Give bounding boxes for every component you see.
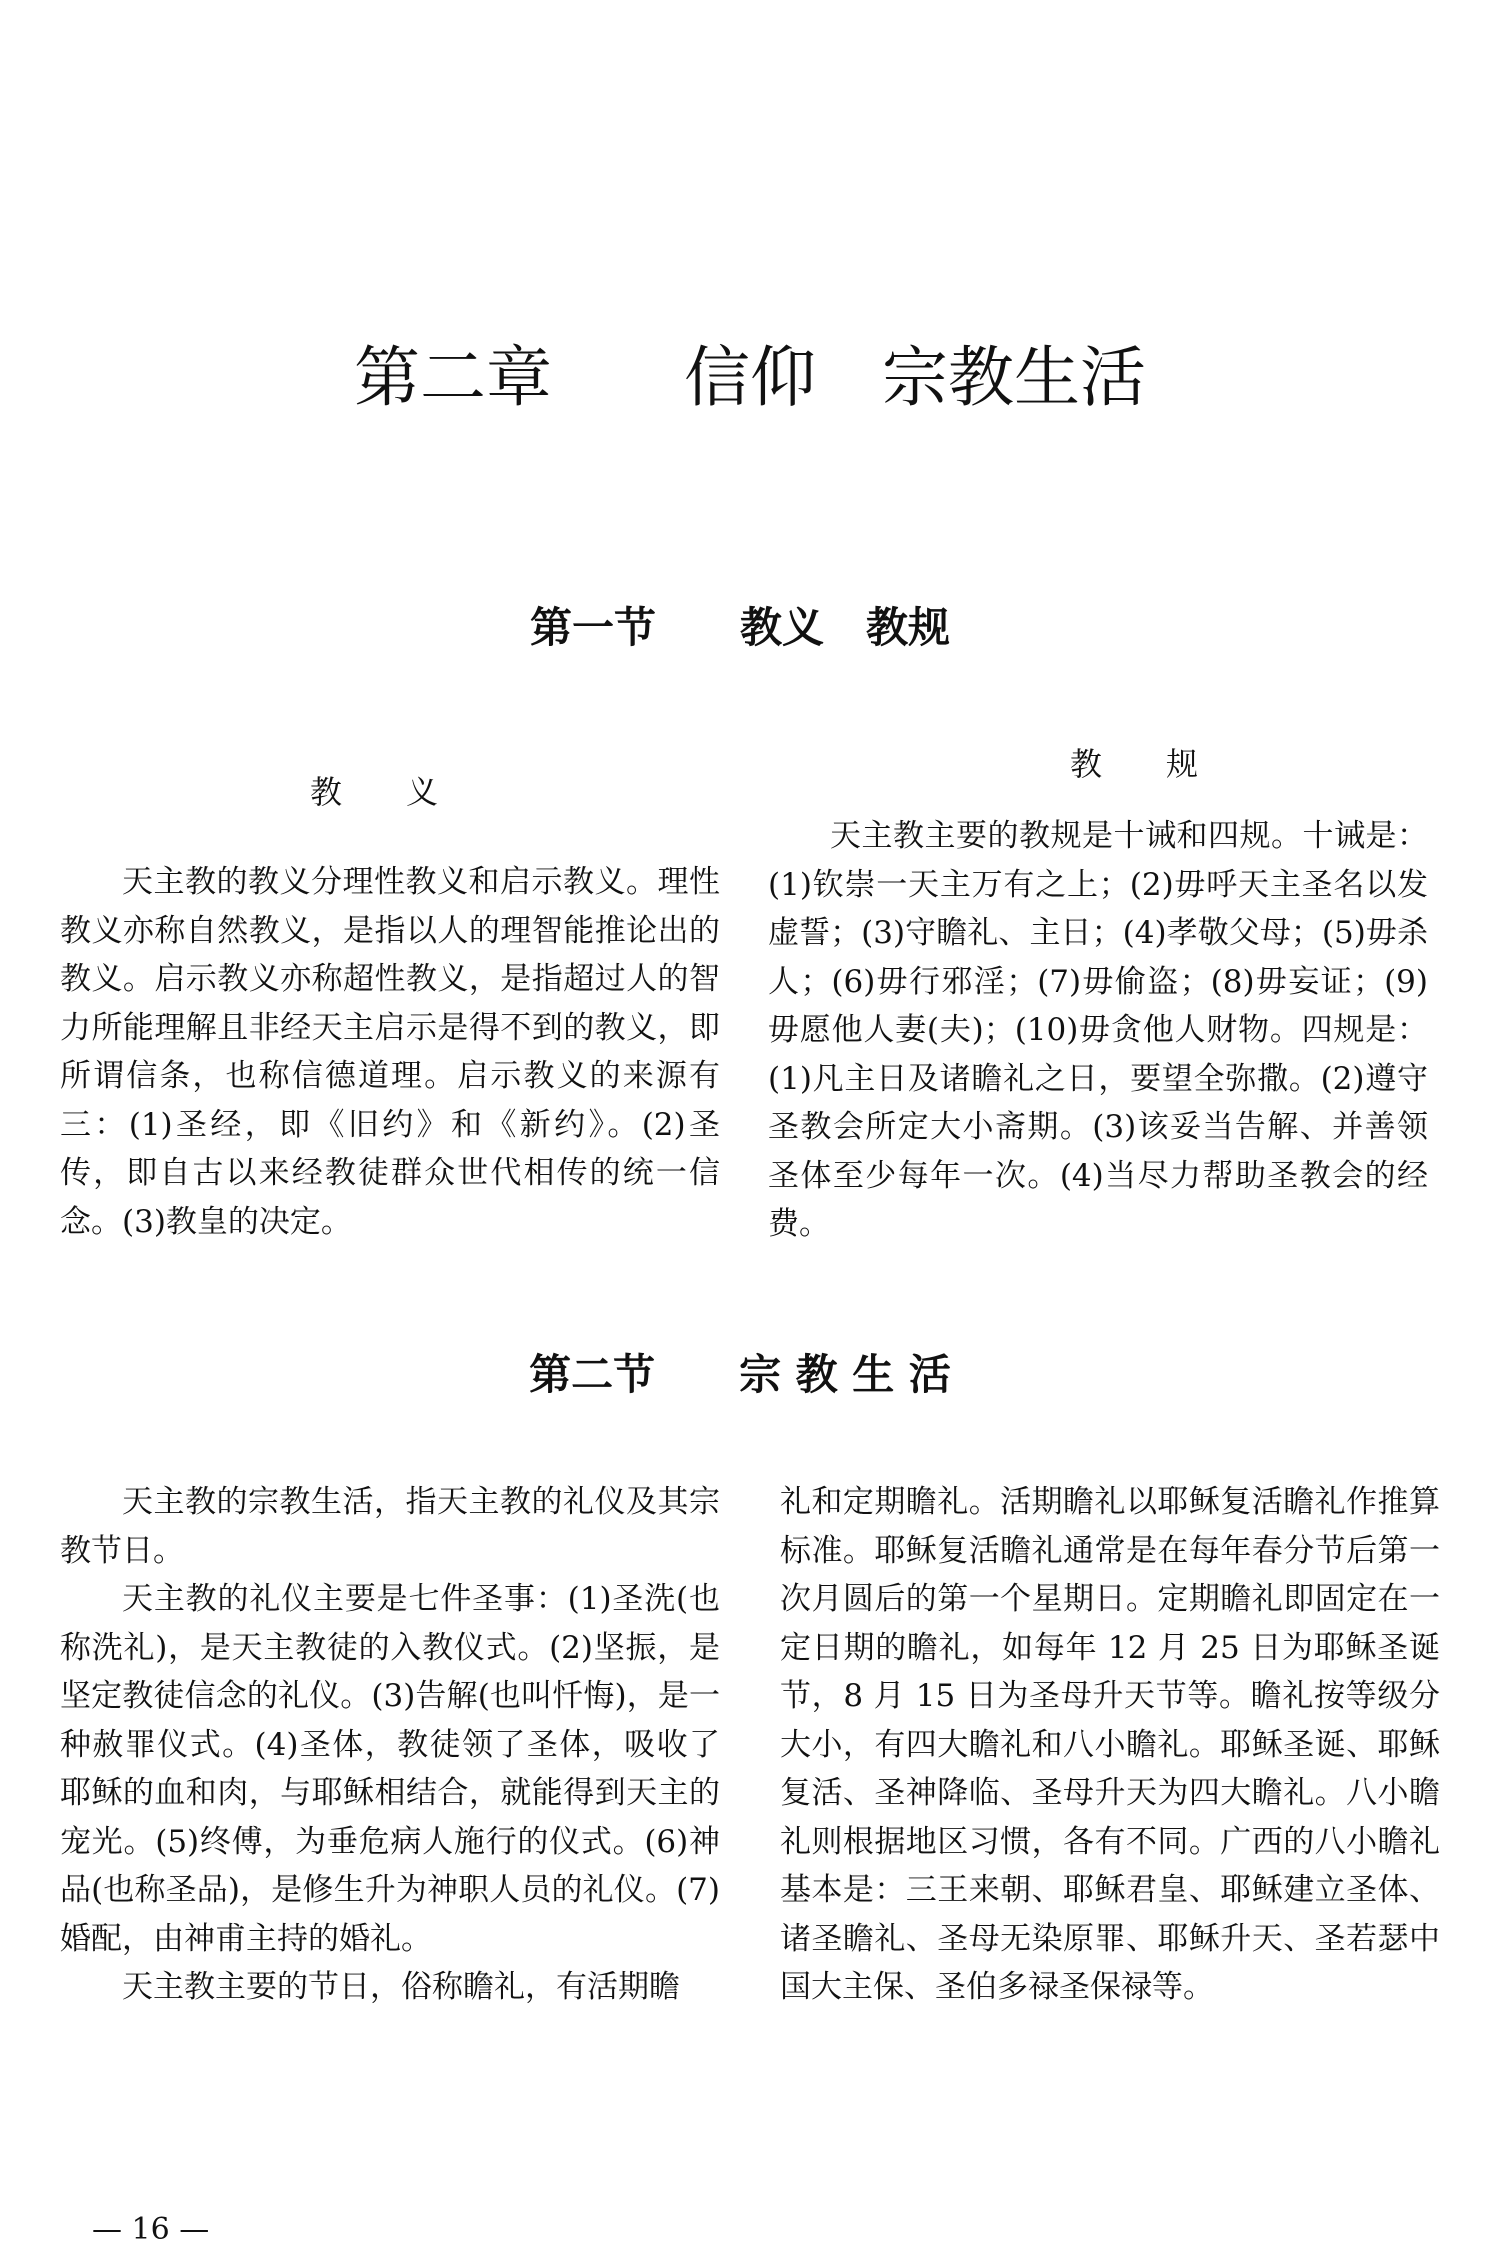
subheading-rules: 教 规 bbox=[1070, 745, 1199, 783]
rules-column bbox=[768, 812, 1428, 1249]
sacraments-paragraph: 天主教的礼仪主要是七件圣事：(1)圣洗(也称洗礼)，是天主教徒的入教仪式。(2)坚振，是坚定教徒信念的礼仪。(3)告解(也叫忏悔)，是一种赦罪仪式。(4)圣体，教徒领了圣体，吸收了耶稣的血和肉，与耶稣相结合，就能得到天主的宠光。(5)终傅，为垂危病人施行的仪式。(6)神品(也称圣品)，是修生升为神职人员的礼仪。(7)婚配，由神甫主持的婚礼。 bbox=[60, 1581, 720, 1957]
rules-paragraph: 天主教主要的教规是十诫和四规。十诫是：(1)钦崇一天主万有之上；(2)毋呼天主圣名以发虚誓；(3)守瞻礼、主日；(4)孝敬父母；(5)毋杀人；(6)毋行邪淫；(7)毋偷盗；(8)毋妄证；(9)毋愿他人妻(夫)；(10)毋贪他人财物。四规是：(1)凡主日及诸瞻礼之日，要望全弥撒。(2)遵守圣教会所定大小斋期。(3)该妥当告解、并善领圣体至少每年一次。(4)当尽力帮助圣教会的经费。 bbox=[768, 818, 1428, 1242]
section-title-doctrine-rules: 第一节 教义 教规 bbox=[529, 603, 950, 652]
religious-life-right-column bbox=[780, 1478, 1440, 2012]
subheading-doctrine: 教 义 bbox=[310, 773, 439, 811]
religious-life-paragraph: 天主教的宗教生活，指天主教的礼仪及其宗教节日。 bbox=[60, 1484, 720, 1569]
feast-days-paragraph: 天主教主要的节日，俗称瞻礼，有活期瞻 bbox=[122, 1969, 680, 2005]
chapter-title: 第二章 信仰 宗教生活 bbox=[354, 339, 1146, 416]
religious-life-left-column bbox=[60, 1478, 720, 2012]
doctrine-column bbox=[60, 858, 720, 1246]
doctrine-paragraph: 天主教的教义分理性教义和启示教义。理性教义亦称自然教义，是指以人的理智能推论出的教义。启示教义亦称超性教义，是指超过人的智力所能理解且非经天主启示是得不到的教义，即所谓信条，也称信德道理。启示教义的来源有三：(1)圣经，即《旧约》和《新约》。(2)圣传，即自古以来经教徒群众世代相传的统一信念。(3)教皇的决定。 bbox=[60, 864, 720, 1240]
section-title-religious-life: 第二节 宗 教 生 活 bbox=[529, 1350, 951, 1399]
feast-days-continued-paragraph: 礼和定期瞻礼。活期瞻礼以耶稣复活瞻礼作推算标准。耶稣复活瞻礼通常是在每年春分节后第一次月圆后的第一个星期日。定期瞻礼即固定在一定日期的瞻礼，如每年 12 月 25 日为耶稣圣诞节，8 月 15 日为圣母升天节等。瞻礼按等级分大小，有四大瞻礼和八小瞻礼。耶稣圣诞、耶稣复活、圣神降临、圣母升天为四大瞻礼。八小瞻礼则根据地区习惯，各有不同。广西的八小瞻礼基本是：三王来朝、耶稣君皇、耶稣建立圣体、诸圣瞻礼、圣母无染原罪、耶稣升天、圣若瑟中国大主保、圣伯多禄圣保禄等。 bbox=[780, 1484, 1440, 2005]
page-number: — 16 — bbox=[92, 2212, 210, 2247]
